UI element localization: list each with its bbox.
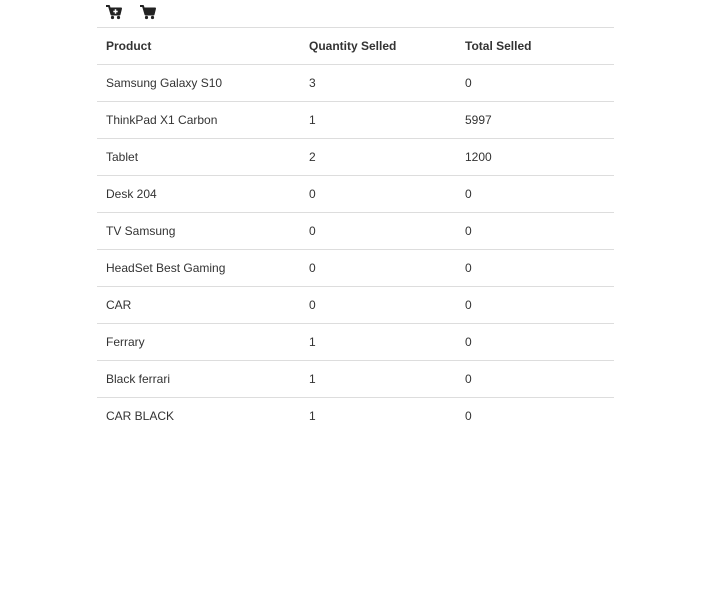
table-row [97, 176, 614, 213]
toolbar [97, 0, 614, 27]
cell-product: Tablet [97, 139, 300, 176]
cell-total: 0 [456, 250, 614, 287]
cell-product: CAR [97, 287, 300, 324]
cell-quantity: 1 [300, 102, 456, 139]
table-row [97, 287, 614, 324]
cell-product: ThinkPad X1 Carbon [97, 102, 300, 139]
cell-product: Samsung Galaxy S10 [106, 76, 223, 90]
cell-quantity: 1 [300, 398, 456, 435]
cell-product: TV Samsung [97, 213, 300, 250]
cell-total: 0 [456, 361, 614, 398]
table-row [97, 324, 614, 361]
cell-product: Desk 204 [97, 176, 300, 213]
cell-total: 0 [456, 287, 614, 324]
cell-product: Black ferrari [97, 361, 300, 398]
cell-quantity: 0 [300, 213, 456, 250]
cell-total: 0 [456, 324, 614, 361]
cell-product: CAR BLACK [97, 398, 300, 435]
cell-quantity: 0 [300, 287, 456, 324]
cell-product: HeadSet Best Gaming [97, 250, 300, 287]
cell-quantity: 0 [300, 176, 456, 213]
column-header-total: Total Selled [456, 28, 614, 65]
column-header-product: Product [97, 28, 300, 65]
column-header-quantity: Quantity Selled [300, 28, 456, 65]
table-row [97, 102, 614, 139]
table-header-row [97, 28, 614, 65]
cell-total: 0 [465, 76, 472, 90]
cell-product: Ferrary [97, 324, 300, 361]
table-row [97, 398, 614, 435]
table-row [97, 213, 614, 250]
cell-total: 0 [456, 176, 614, 213]
cell-quantity: 1 [300, 324, 456, 361]
sales-table [97, 27, 614, 434]
cart-icon[interactable] [139, 4, 157, 20]
table-row [97, 65, 614, 102]
cell-total: 0 [456, 213, 614, 250]
table-row [97, 139, 614, 176]
cell-quantity: 0 [300, 250, 456, 287]
table-row [97, 361, 614, 398]
cell-total: 0 [456, 398, 614, 435]
cell-quantity: 3 [309, 76, 316, 90]
cell-quantity: 1 [300, 361, 456, 398]
cart-plus-icon[interactable] [105, 4, 123, 20]
cell-total: 1200 [456, 139, 614, 176]
table-row [97, 250, 614, 287]
cell-total: 5997 [456, 102, 614, 139]
sales-report [97, 0, 614, 434]
cell-quantity: 2 [300, 139, 456, 176]
